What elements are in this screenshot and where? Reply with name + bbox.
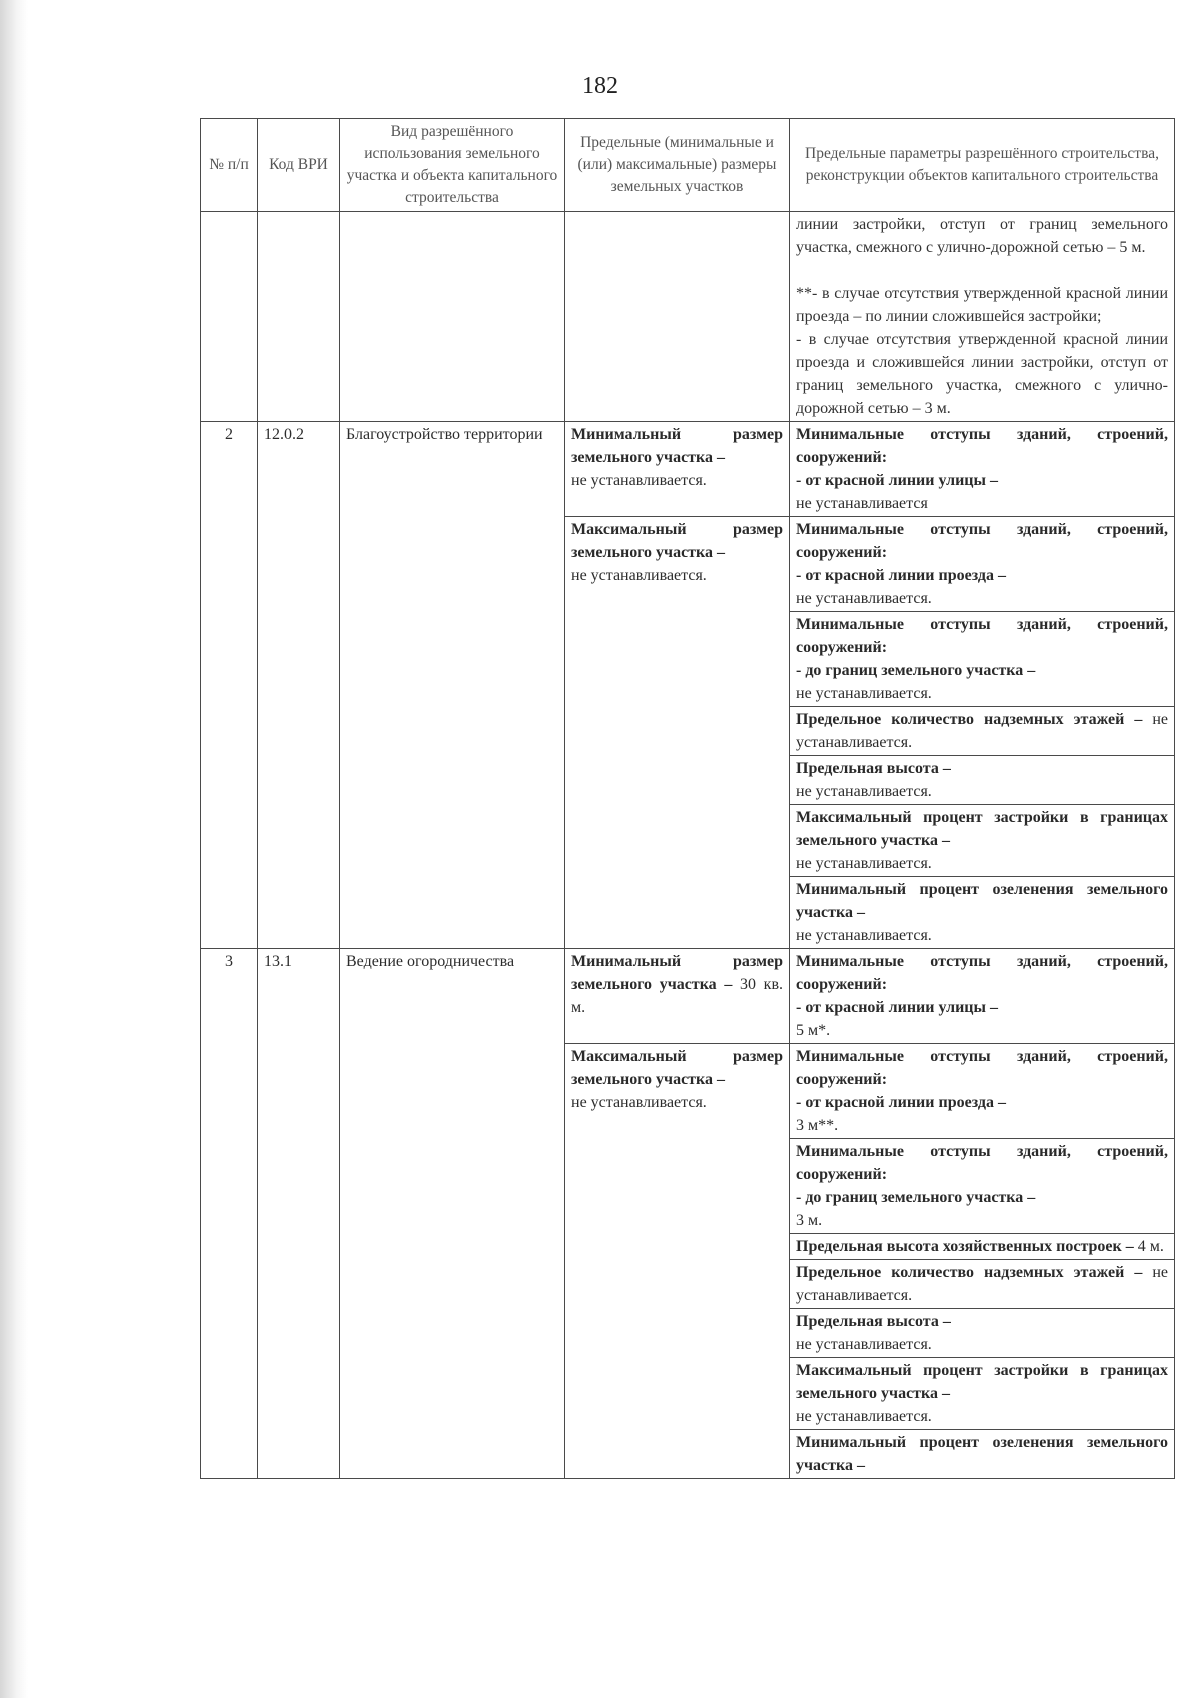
cont-sizes-cell [565,212,790,422]
row3-param-7 [790,1358,1175,1430]
header-sizes: Предельные (минимальные и (или) максимальные) размеры земельных участков [565,119,790,212]
header-row [201,119,1175,212]
scan-edge-shadow [0,0,28,1698]
row2-param-1 [790,422,1175,517]
continuation-text-1: линии застройки, отступ от границ земельного участка, смежного с улично-дорожной сетью – 5 м. [796,216,1168,256]
row3-param-6 [790,1309,1175,1358]
header-kind: Вид разрешённого использования земельного участка и объекта капитального строительства [340,119,565,212]
row3-param-1-value: 5 м*. [796,1022,831,1039]
cont-num-cell [201,212,258,422]
row2-param-2 [790,517,1175,612]
row2-param-2-value: не устанавливается. [796,590,932,607]
row3-param-6-value: не устанавливается. [796,1336,932,1353]
row2-param-6-label: Максимальный процент застройки в границах земельного участка – [796,809,1168,849]
row2-param-4 [790,707,1175,756]
cont-params-cell [790,212,1175,422]
row2-param-3-label: Минимальные отступы зданий, строений, сооружений: - до границ земельного участка – [796,616,1168,679]
row3-param-2-label: Минимальные отступы зданий, строений, сооружений: - от красной линии проезда – [796,1048,1168,1111]
row3-max-size [565,1044,790,1479]
land-use-table [200,118,1175,1479]
row3-param-7-value: не устанавливается. [796,1408,932,1425]
row3-param-3 [790,1139,1175,1234]
row2-param-5-label: Предельная высота – [796,760,951,777]
row2-param-7-label: Минимальный процент озеленения земельного участка – [796,881,1168,921]
cont-kind-cell [340,212,565,422]
row3-max-size-label: Максимальный размер земельного участка – [571,1048,783,1088]
row3-param-2-value: 3 м**. [796,1117,839,1134]
row3-param-3-label: Минимальные отступы зданий, строений, сооружений: - до границ земельного участка – [796,1143,1168,1206]
row2-param-4-value: не устанавливается. [796,711,1168,751]
row3-param-5-value: не устанавливается. [796,1264,1168,1304]
row3-param-2 [790,1044,1175,1139]
table-row [201,949,1175,1044]
row3-min-size [565,949,790,1044]
header-params: Предельные параметры разрешённого строительства, реконструкции объектов капитального строительства [790,119,1175,212]
row3-param-4-label: Предельная высота хозяйственных построек – [796,1238,1134,1255]
row2-num: 2 [201,422,258,949]
row2-min-size-value: не устанавливается. [571,472,707,489]
header-code: Код ВРИ [258,119,340,212]
row2-param-5 [790,756,1175,805]
row2-param-1-value: не устанавливается [796,495,928,512]
row3-num: 3 [201,949,258,1479]
row3-param-1-label: Минимальные отступы зданий, строений, сооружений: - от красной линии улицы – [796,953,1168,1016]
row3-param-6-label: Предельная высота – [796,1313,951,1330]
row3-param-5-label: Предельное количество надземных этажей – [796,1264,1143,1281]
row3-min-size-label: Минимальный размер земельного участка – [571,953,783,993]
continuation-text-2: **- в случае отсутствия утвержденной красной линии проезда – по линии сложившейся застройки; - в случае отсутствия утвержденной красной линии проезда и сложившейся линии застройки, отступ от границ земельного участка, смежного с улично-дорожной сетью – 3 м. [796,285,1168,417]
row3-kind: Ведение огородничества [340,949,565,1479]
table-row [201,422,1175,517]
row3-param-1 [790,949,1175,1044]
row3-min-size-value: 30 кв. м. [571,976,783,1016]
row2-param-5-value: не устанавливается. [796,783,932,800]
row3-param-3-value: 3 м. [796,1212,823,1229]
row2-min-size-label: Минимальный размер земельного участка – [571,426,783,466]
row2-param-3 [790,612,1175,707]
row2-param-4-label: Предельное количество надземных этажей – [796,711,1143,728]
page-number: 182 [582,73,618,99]
cont-code-cell [258,212,340,422]
row2-param-2-label: Минимальные отступы зданий, строений, сооружений: - от красной линии проезда – [796,521,1168,584]
row2-param-7 [790,877,1175,949]
row3-code: 13.1 [258,949,340,1479]
header-num: № п/п [201,119,258,212]
row2-min-size [565,422,790,517]
row2-param-6 [790,805,1175,877]
continuation-row [201,212,1175,422]
row3-max-size-value: не устанавливается. [571,1094,707,1111]
row3-param-4 [790,1234,1175,1260]
row2-max-size-label: Максимальный размер земельного участка – [571,521,783,561]
row2-param-6-value: не устанавливается. [796,855,932,872]
row2-code: 12.0.2 [258,422,340,949]
row2-param-1-label: Минимальные отступы зданий, строений, сооружений: - от красной линии улицы – [796,426,1168,489]
row3-param-8 [790,1430,1175,1479]
row3-param-4-value: 4 м. [1133,1238,1164,1255]
row2-kind: Благоустройство территории [340,422,565,949]
row3-param-8-label: Минимальный процент озеленения земельного участка – [796,1434,1168,1474]
row3-param-5 [790,1260,1175,1309]
row3-param-7-label: Максимальный процент застройки в границах земельного участка – [796,1362,1168,1402]
row2-max-size-value: не устанавливается. [571,567,707,584]
row2-param-3-value: не устанавливается. [796,685,932,702]
row2-param-7-value: не устанавливается. [796,927,932,944]
row2-max-size [565,517,790,949]
